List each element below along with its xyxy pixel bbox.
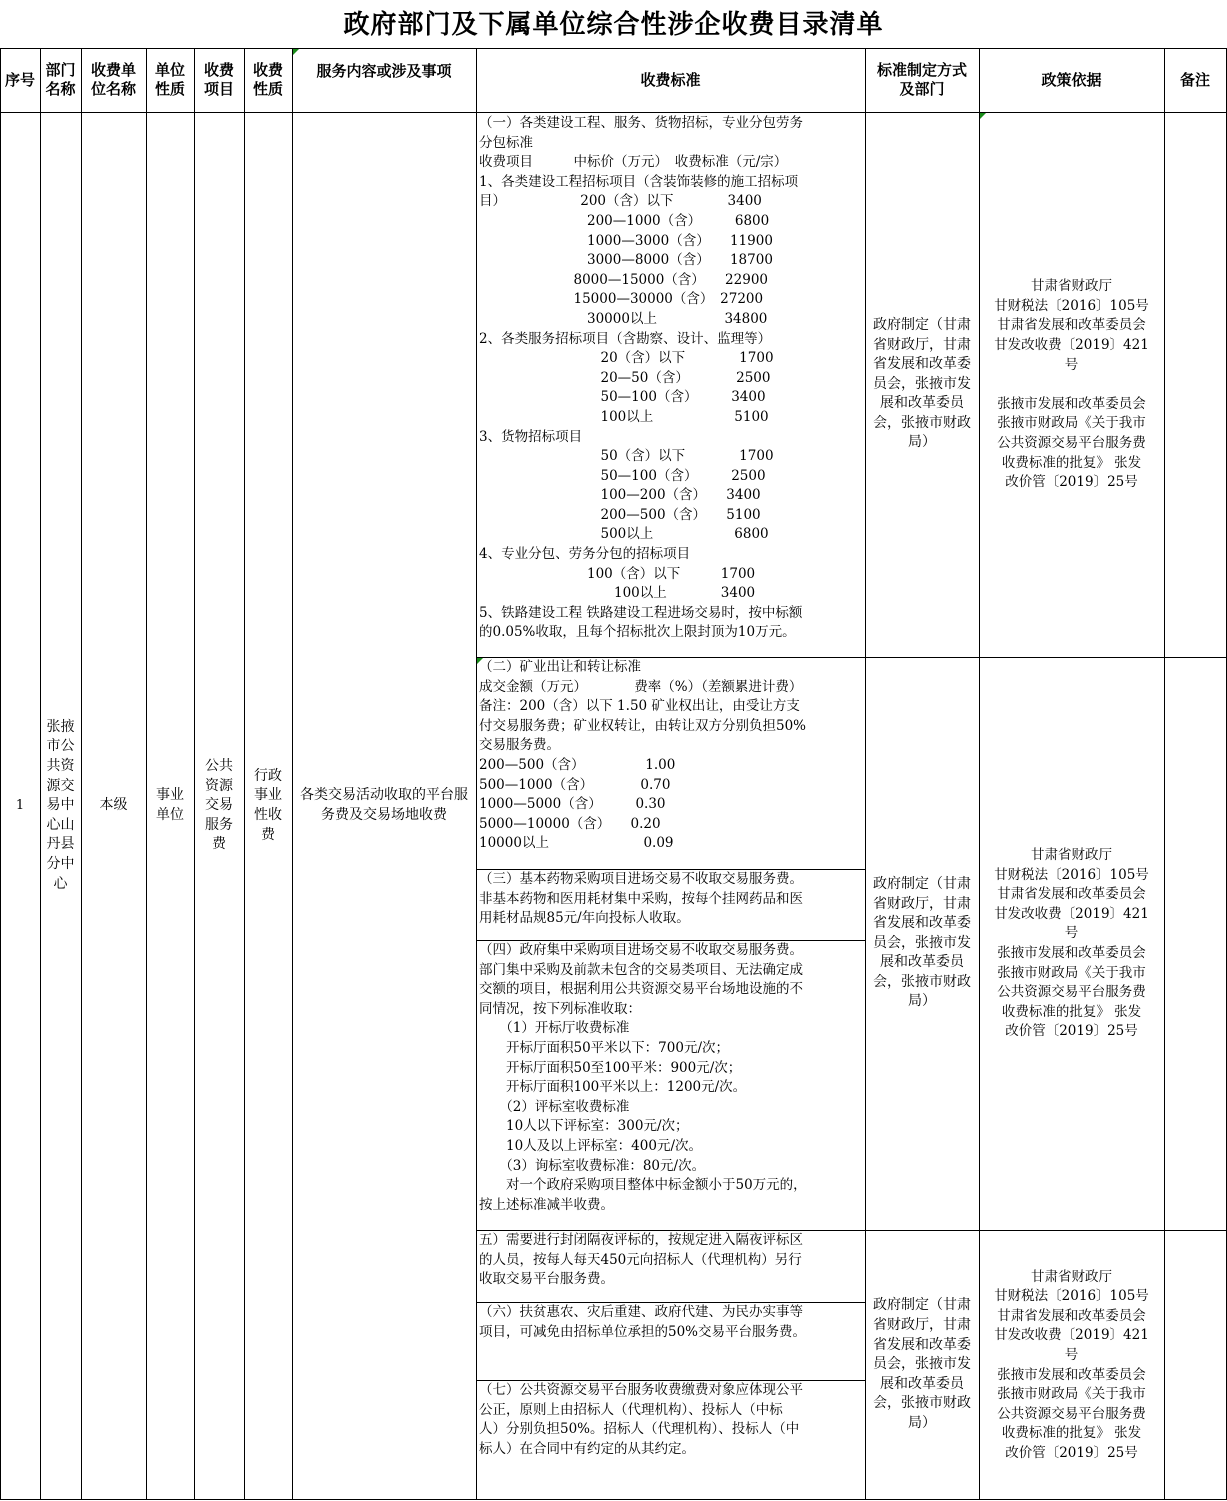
text-line: 号	[1064, 1346, 1079, 1363]
text-line: 收取交易平台服务费。	[479, 1271, 614, 1288]
standard-section-5	[476, 1230, 865, 1302]
text-line: 20—50（含） 2500	[479, 369, 771, 386]
header-policy: 政策依据	[1041, 70, 1102, 89]
text-line: 甘发改收费〔2019〕421	[994, 1327, 1149, 1344]
text-line: （3）询标室收费标准：80元/次。	[479, 1157, 706, 1174]
grid-line	[476, 657, 1227, 658]
header-standard: 收费标准	[640, 70, 701, 89]
text-line: 部门集中采购及前款未包含的交易类项目、无法确定成	[479, 961, 803, 978]
text-line: 开标厅面积100平米以上：1200元/次。	[479, 1079, 747, 1096]
text-line: 交易服务费。	[479, 737, 560, 754]
text-line: 100以上 5100	[479, 408, 769, 425]
text-line: 张掖市财政局《关于我市	[997, 964, 1146, 981]
grid-line	[0, 48, 1, 1500]
text-line: 200—500（含） 1.00	[479, 756, 676, 773]
header-nature: 单位性质	[154, 61, 185, 98]
text-line: 收费项目 中标价（万元） 收费标准（元/宗）	[479, 154, 788, 171]
standard-section-7	[476, 1380, 865, 1500]
text-line: 收费标准的批复》 张发	[1001, 1003, 1142, 1020]
text-line: 10000以上 0.09	[479, 835, 674, 852]
text-line: 甘肃省财政厅	[1031, 278, 1112, 295]
row-nature: 事业单位	[156, 787, 184, 823]
text-line: 分包标准	[479, 134, 533, 151]
text-line: 甘肃省财政厅	[1031, 1268, 1112, 1285]
grid-line	[476, 1380, 865, 1381]
row-item: 公共资源交易服务费	[205, 758, 233, 853]
text-line: 的0.05%收取，且每个招标批次上限封顶为10万元。	[479, 624, 796, 641]
grid-line	[476, 869, 865, 870]
text-line: 用耗材品规85元/年向投标人收取。	[479, 910, 690, 927]
grid-line	[476, 1302, 865, 1303]
grid-line	[81, 48, 82, 1500]
header-remark: 备注	[1179, 70, 1210, 89]
page-title: 政府部门及下属单位综合性涉企收费目录清单	[343, 10, 884, 40]
text-line: 100（含）以下 1700	[479, 565, 756, 582]
text-line: 收费标准的批复》 张发	[1001, 1425, 1142, 1442]
text-line: 15000—30000（含） 27200	[479, 291, 764, 308]
text-line: 1000—3000（含） 11900	[479, 232, 773, 249]
text-line: 100—200（含） 3400	[479, 487, 761, 504]
grid-line	[0, 112, 1227, 113]
text-line: 号	[1064, 925, 1079, 942]
row-service: 各类交易活动收取的平台服务费及交易场地收费	[300, 787, 468, 823]
text-line: 甘肃省发展和改革委员会	[997, 1307, 1146, 1324]
grid-line	[146, 48, 147, 1500]
text-line: 甘财税法〔2016〕105号	[994, 866, 1149, 883]
grid-line	[865, 48, 866, 1500]
standard-section-6	[476, 1302, 865, 1380]
standard-section-3	[476, 869, 865, 940]
text-line: （七）公共资源交易平台服务收费缴费对象应体现公平	[479, 1382, 803, 1398]
remark-group-2	[1164, 657, 1226, 1230]
text-line: 人）分别负担50%。招标人（代理机构）、投标人（中	[479, 1421, 800, 1438]
grid-line	[0, 48, 1227, 49]
header-fee-nature: 收费性质	[252, 61, 283, 98]
header-service: 服务内容或涉及事项	[316, 62, 452, 80]
header-seq: 序号	[4, 70, 35, 89]
text-line: 项目，可减免由招标单位承担的50%交易平台服务费。	[479, 1323, 807, 1340]
text-line: 甘肃省发展和改革委员会	[997, 886, 1146, 903]
text-line: 张掖市发展和改革委员会	[997, 395, 1146, 412]
text-line: 目） 200（含）以下 3400	[479, 193, 762, 210]
text-line: 5000—10000（含） 0.20	[479, 815, 661, 832]
text-line: 同情况，按下列标准收取：	[479, 1000, 641, 1017]
grid-line	[0, 1499, 1227, 1500]
text-line: 10人及以上评标室：400元/次。	[479, 1137, 702, 1154]
standard-section-1	[476, 113, 865, 657]
text-line: 甘肃省财政厅	[1031, 847, 1112, 864]
text-line: （六）扶贫惠农、灾后重建、政府代建、为民办实事等	[479, 1304, 803, 1320]
text-line: 开标厅面积50至100平米：900元/次；	[479, 1059, 742, 1076]
text-line: 20（含）以下 1700	[479, 350, 774, 367]
text-line: 3000—8000（含） 18700	[479, 252, 773, 269]
row-unit: 本级	[99, 797, 128, 814]
text-line: 张掖市财政局《关于我市	[997, 415, 1146, 432]
standard-section-4	[476, 940, 865, 1230]
comment-marker-icon	[477, 658, 483, 664]
policy-group-3	[979, 1230, 1164, 1500]
comment-marker-icon	[293, 49, 299, 55]
text-line: （四）政府集中采购项目进场交易不收取交易服务费。	[479, 942, 803, 958]
text-line: 30000以上 34800	[479, 310, 768, 327]
row-fee-nature: 行政事业性收费	[254, 767, 282, 843]
text-line: 10人以下评标室：300元/次；	[479, 1118, 689, 1135]
text-line: 公共资源交易平台服务费	[997, 1405, 1146, 1422]
text-line: 公共资源交易平台服务费	[997, 984, 1146, 1001]
text-line: 甘肃省发展和改革委员会	[997, 317, 1146, 334]
policy-group-1	[979, 112, 1164, 657]
text-line: 公正，原则上由招标人（代理机构）、投标人（中标	[479, 1401, 783, 1418]
text-line: 1000—5000（含） 0.30	[479, 796, 666, 813]
text-line: 200—500（含） 5100	[479, 506, 761, 523]
text-line: 改价管〔2019〕25号	[1005, 474, 1138, 491]
text-line: 付交易服务费；矿业权转让，由转让双方分别负担50%	[479, 717, 807, 734]
text-line: 甘发改收费〔2019〕421	[994, 905, 1149, 922]
text-line: 2、各类服务招标项目（含勘察、设计、监理等）	[479, 330, 772, 347]
text-line: 标人）在合同中有约定的从其约定。	[479, 1440, 695, 1457]
text-line: 改价管〔2019〕25号	[1005, 1023, 1138, 1040]
text-line: （二）矿业出让和转让标准	[479, 659, 641, 675]
remark-group-1	[1164, 112, 1226, 657]
text-line: 成交金额（万元） 费率（%）（差额累进计费）	[479, 678, 803, 695]
text-line: 的人员，按每人每天450元向招标人（代理机构）另行	[479, 1251, 802, 1268]
text-line: （一）各类建设工程、服务、货物招标，专业分包劳务	[479, 115, 803, 131]
text-line: 改价管〔2019〕25号	[1005, 1444, 1138, 1461]
method-group-3: 政府制定（甘肃省财政厅，甘肃省发展和改革委员会，张掖市发展和改革委员会，张掖市财政局）	[873, 1297, 971, 1431]
text-line: 收费标准的批复》 张发	[1001, 454, 1142, 471]
grid-line	[292, 48, 293, 1500]
text-line: 50—100（含） 3400	[479, 389, 766, 406]
header-item: 收费项目	[203, 61, 234, 98]
text-line: 500—1000（含） 0.70	[479, 776, 671, 793]
text-line: 甘财税法〔2016〕105号	[994, 297, 1149, 314]
grid-line	[979, 48, 980, 1500]
text-line: 1、各类建设工程招标项目（含装饰装修的施工招标项	[479, 173, 799, 190]
method-group-2: 政府制定（甘肃省财政厅，甘肃省发展和改革委员会，张掖市发展和改革委员会，张掖市财政局）	[873, 875, 971, 1010]
method-group-1: 政府制定（甘肃省财政厅，甘肃省发展和改革委员会，张掖市发展和改革委员会，张掖市财政局）	[873, 316, 971, 451]
standard-section-2	[476, 657, 865, 869]
text-line: 8000—15000（含） 22900	[479, 271, 768, 288]
header-dept: 部门名称	[45, 61, 76, 98]
text-line: 500以上 6800	[479, 526, 769, 543]
policy-group-2	[979, 657, 1164, 1230]
grid-line	[476, 48, 477, 1500]
text-line: 张掖市财政局《关于我市	[997, 1386, 1146, 1403]
text-line: 50—100（含） 2500	[479, 467, 766, 484]
text-line: 非基本药物和医用耗材集中采购，按每个挂网药品和医	[479, 890, 803, 907]
text-line: （三）基本药物采购项目进场交易不收取交易服务费。	[479, 871, 803, 887]
header-method: 标准制定方式及部门	[876, 61, 967, 98]
grid-line	[476, 940, 865, 941]
row-seq: 1	[15, 798, 25, 814]
text-line: 按上述标准减半收费。	[479, 1196, 614, 1213]
comment-marker-icon	[980, 113, 986, 119]
grid-line	[40, 48, 41, 1500]
text-line: 交额的项目，根据利用公共资源交易平台场地设施的不	[479, 981, 803, 998]
text-line	[1069, 375, 1073, 395]
text-line: 200—1000（含） 6800	[479, 212, 770, 229]
text-line: 3、货物招标项目	[479, 428, 583, 445]
grid-line	[476, 1230, 1227, 1231]
row-dept: 张掖市公共资源交易中心山丹县分中心	[46, 718, 75, 892]
text-line: 100以上 3400	[479, 585, 756, 602]
text-line: 甘发改收费〔2019〕421	[994, 337, 1149, 354]
text-line: 甘财税法〔2016〕105号	[994, 1288, 1149, 1305]
text-line: 张掖市发展和改革委员会	[997, 1366, 1146, 1383]
text-line: 4、专业分包、劳务分包的招标项目	[479, 546, 691, 563]
grid-line	[244, 48, 245, 1500]
remark-group-3	[1164, 1230, 1226, 1500]
grid-line	[1164, 48, 1165, 1500]
text-line: 号	[1064, 356, 1079, 373]
text-line: 公共资源交易平台服务费	[997, 434, 1146, 451]
text-line: 备注：200（含）以下 1.50 矿业权出让，由受让方支	[479, 698, 800, 715]
text-line: 对一个政府采购项目整体中标金额小于50万元的，	[479, 1177, 807, 1194]
header-unit: 收费单位名称	[90, 61, 136, 98]
text-line: 开标厅面积50平米以下：700元/次；	[479, 1039, 729, 1056]
text-line: （2）评标室收费标准	[479, 1098, 630, 1115]
text-line: 五）需要进行封闭隔夜评标的，按规定进入隔夜评标区	[479, 1232, 803, 1248]
text-line: 50（含）以下 1700	[479, 448, 774, 465]
text-line: 5、铁路建设工程 铁路建设工程进场交易时，按中标额	[479, 604, 803, 621]
text-line: （1）开标厅收费标准	[479, 1020, 630, 1037]
text-line: 张掖市发展和改革委员会	[997, 945, 1146, 961]
grid-line	[194, 48, 195, 1500]
